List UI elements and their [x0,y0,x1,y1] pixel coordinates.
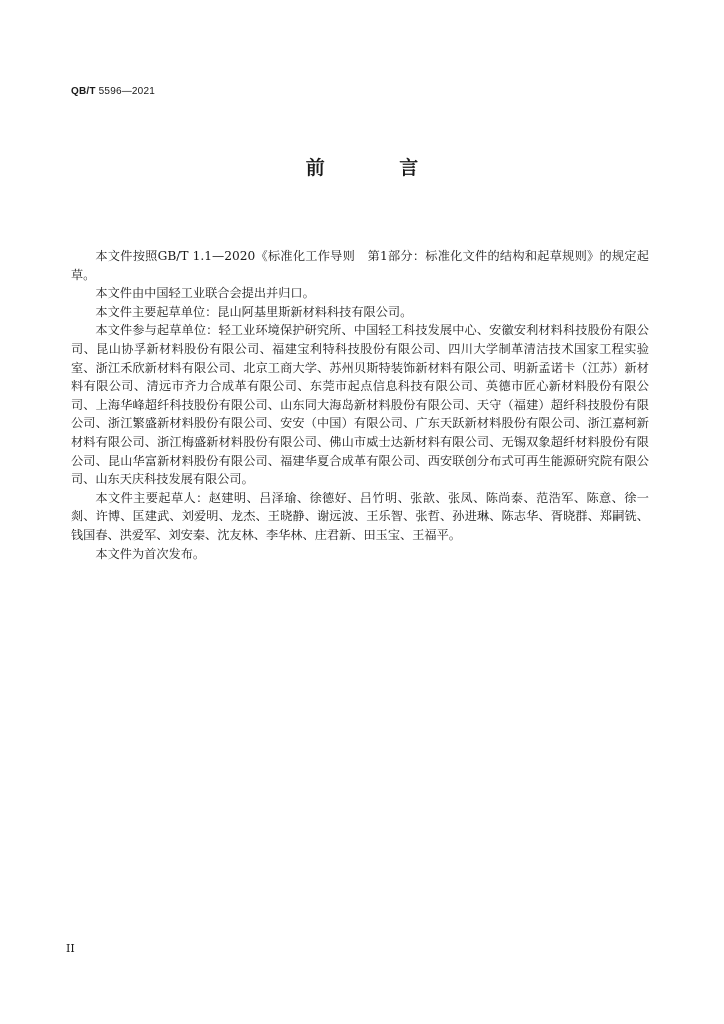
document-header [71,86,155,97]
standard-code: QB/T [71,86,96,97]
foreword-body [71,247,649,563]
paragraph-first-release: 本文件为首次发布。 [95,546,206,561]
paragraph-drafting-rules: 本文件按照GB/T 1.1—2020《标准化工作导则 第1部分：标准化文件的结构和起草规则》的规定起草。 [71,249,649,282]
paragraph-main-drafting-unit: 本文件主要起草单位：昆山阿基里斯新材料科技有限公司。 [95,304,413,319]
paragraph-participating-units: 本文件参与起草单位：轻工业环境保护研究所、中国轻工科技发展中心、安徽安利材料科技股份有限公司、昆山协孚新材料股份有限公司、福建宝利特科技股份有限公司、四川大学制革清洁技术国家工程实验室、浙江禾欣新材料有限公司、北京工商大学、苏州贝斯特装饰新材料有限公司、明新孟诺卡（江苏）新材料有限公司、清远市齐力合成革有限公司、东莞市起点信息科技有限公司、英德市匠心新材料股份有限公司、上海华峰超纤科技股份有限公司、山东同大海岛新材料股份有限公司、天守（福建）超纤科技股份有限公司、浙江繁盛新材料股份有限公司、安安（中国）有限公司、广东天跃新材料股份有限公司、浙江嘉柯新材料有限公司、浙江梅盛新材料股份有限公司、佛山市威士达新材料有限公司、无锡双象超纤材料股份有限公司、昆山华富新材料股份有限公司、福建华夏合成革有限公司、西安联创分布式可再生能源研究院有限公司、山东天庆科技发展有限公司。 [71,323,649,487]
standard-number: 5596—2021 [98,86,155,97]
page-number: II [66,942,75,955]
page-title: 前 言 [305,157,453,179]
paragraph-main-drafters: 本文件主要起草人：赵建明、吕泽瑜、徐德好、吕竹明、张歆、张凤、陈尚泰、范浩军、陈意、徐一剡、许博、匡建武、刘爱明、龙杰、王晓静、谢远波、王乐智、张哲、孙进琳、陈志华、胥晓群、郑嗣铣、钱国春、洪爱军、刘安秦、沈友林、李华林、庄君新、田玉宝、王福平。 [71,490,649,542]
paragraph-proposed-by: 本文件由中国轻工业联合会提出并归口。 [95,286,315,301]
